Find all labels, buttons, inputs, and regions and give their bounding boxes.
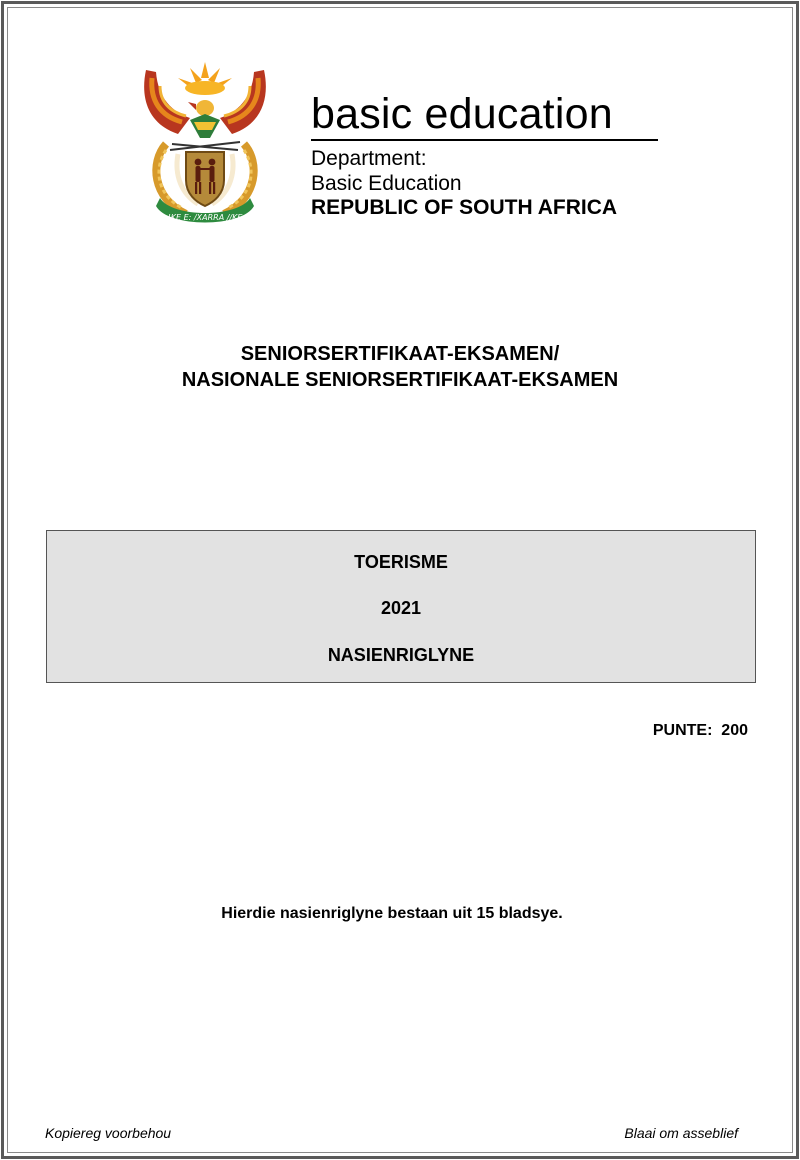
subject-name: TOERISME	[354, 552, 448, 572]
country-name: REPUBLIC OF SOUTH AFRICA	[311, 196, 618, 219]
footer-copyright: Kopiereg voorbehou	[45, 1125, 172, 1141]
subject-info-box	[46, 530, 756, 683]
brand-rule-divider	[311, 139, 658, 141]
department-label: Department:	[311, 147, 427, 170]
crest-motto: !KE E: /XARRA //KE	[167, 213, 243, 222]
exam-title-line2: NASIONALE SENIORSERTIFIKAAT-EKSAMEN	[181, 369, 619, 391]
department-name: Basic Education	[311, 172, 462, 195]
total-marks: PUNTE: 200	[652, 722, 748, 739]
document-type: NASIENRIGLYNE	[327, 645, 475, 665]
page-count-note: Hierdie nasienriglyne bestaan uit 15 bladsye.	[221, 905, 563, 922]
coat-of-arms-logo	[138, 58, 272, 234]
footer-turn-page: Blaai om asseblief	[624, 1125, 738, 1141]
exam-year: 2021	[380, 598, 422, 618]
exam-title-line1: SENIORSERTIFIKAAT-EKSAMEN/	[240, 343, 560, 365]
brand-title: basic education	[311, 90, 613, 138]
